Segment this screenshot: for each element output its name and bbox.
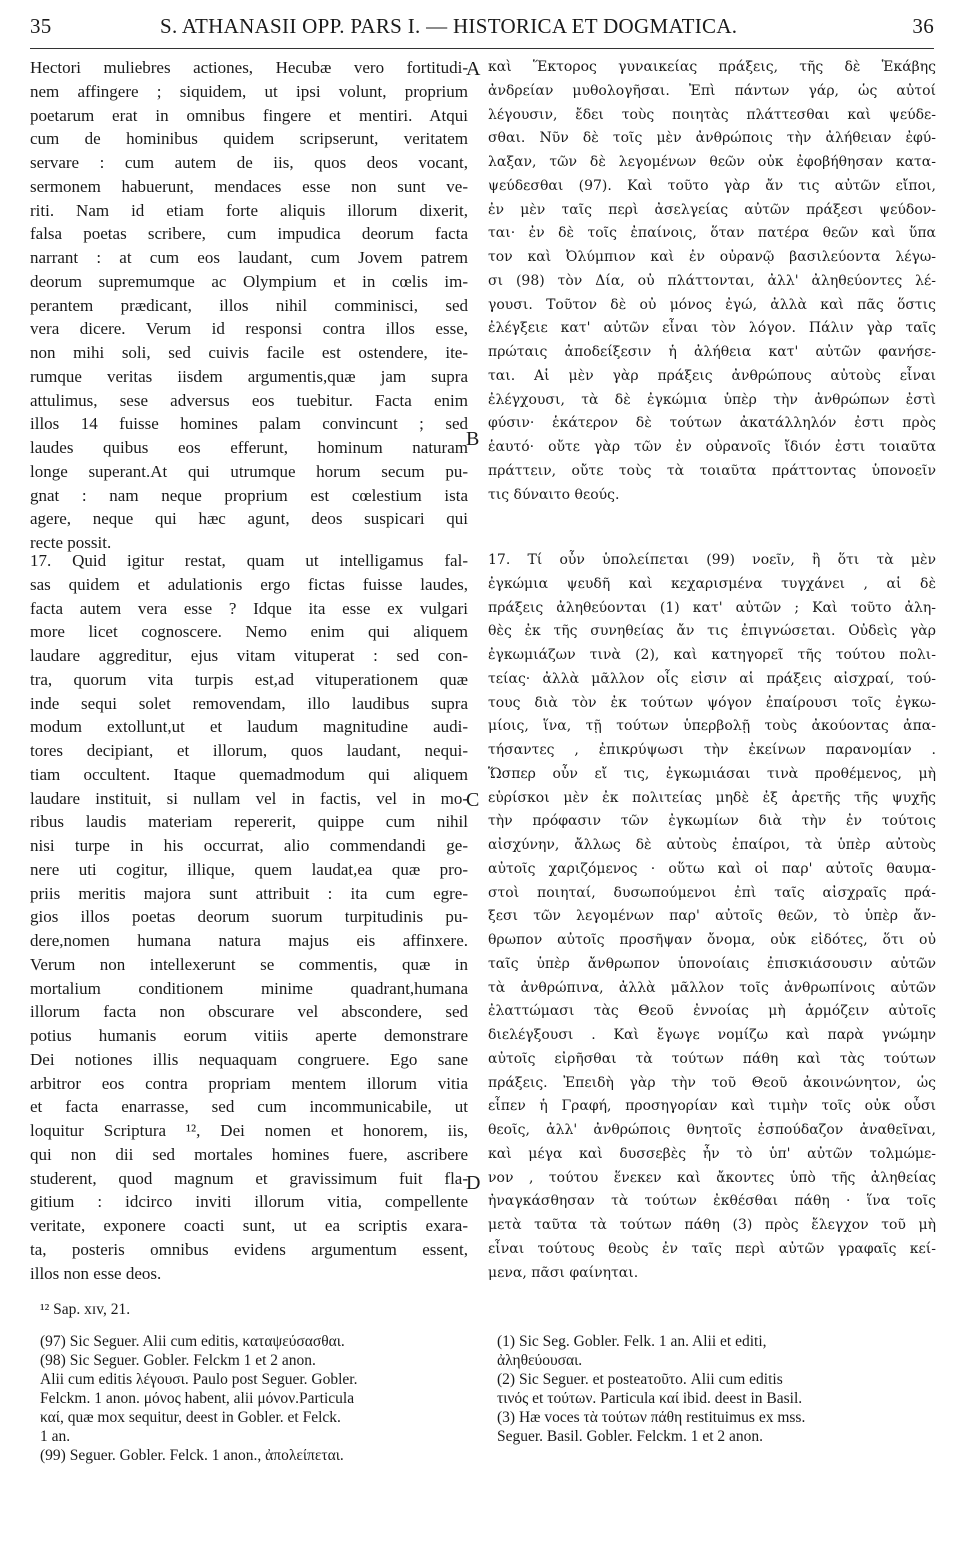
greek-text-line: θὲς ἐκ τῆς συνηθείας ἄν τις ἐπιγνώσεται. Οὐδεὶς γὰρ [488,623,936,640]
latin-text-line: attulimus, sese adversus eos tuebitur. Facta enim [30,390,468,410]
greek-text-line: πράξεις ἀληθεύονται (1) κατ' αὐτῶν ; Καὶ τοῦτο ἀλη- [488,599,936,616]
latin-text-line: non mihi soli, sed cuivis facile est ostendere, ite- [30,343,468,362]
latin-text-line: laudare instituit, si nullam vel in factis, vel in mo- [30,788,468,808]
header-rule [30,48,934,49]
latin-text-line: sas quidem et adulationis ergo fictas fuisse laudes, [30,574,468,594]
greek-text-line: μετὰ ταῦτα τὰ τούτων πάθη (3) πρὸς ἔλεγχον τοῦ μὴ [488,1217,936,1233]
latin-text-line: mortalium conditionem minime quadrant,humana [30,978,468,998]
latin-text-line: sermonem habuerunt, mendaces esse non sunt ve- [30,176,468,196]
latin-text-line: cum de hominibus quidem scripserunt, veritatem [30,129,468,149]
greek-column-part-2 [488,549,936,1285]
greek-text-line: αὐτοῖς χαριζόμενος · οὕτω καὶ οἱ παρ' αὐτοῖς θαυμα- [488,860,936,877]
running-header [30,8,934,42]
greek-text-line: τήσαντες , ἐπικρύψωσι τὴν ἐκείνων παρανομίαν . [488,742,936,758]
latin-text-line: riti. Nam id etiam forte aliquis illorum dixerit, [30,200,468,220]
latin-text-line: Dei notiones illis nequaquam congruere. Ego sane [30,1049,468,1069]
greek-text-line: εὑρίσκοι μὲν ἐκ πολιτείας μηδὲ ἐξ ἀρετῆς τῆς ψυχῆς [488,789,936,806]
greek-text-line: ἠναγκάσθησαν τὰ τούτων ἐκθέσθαι πάθη · ἵνα τοῖς [488,1193,936,1210]
margin-marker-c: C [466,789,480,811]
latin-text-line: ta, posteris omnibus evidens argumentum essent, [30,1239,468,1259]
footnote-line: ἀληθεύουσαι. [497,1352,583,1369]
page-number-left: 35 [30,14,52,38]
footnote-line: (1) Sic Seg. Gobler. Felk. 1 an. Alii et editi, [497,1333,767,1350]
latin-text-line: ribus laudis materiam repererit, quippe cum nihil [30,812,468,832]
latin-text-line: poetarum erat in omnibus fingere et mentiri. Atqui [30,105,468,125]
latin-text-line: Hectori muliebres actiones, Hecubæ vero fortitudi- [30,58,468,77]
latin-text-line: 17. Quid igitur restat, quam ut intelligamus fal- [30,551,468,570]
latin-text-line: modum extollunt,ut et laudum magnitudine audi- [30,717,468,737]
greek-text-line: καὶ μέγα καὶ δυσσεβὲς ἦν τὸ ὑπ' αὐτῶν τολμώμε- [488,1145,936,1162]
latin-text-line: falsa poetas scribere, cum impudica deorum facta [30,224,468,244]
margin-marker-a: A [466,58,481,80]
greek-text-line: εἶπεν ἡ Γραφή, προσηγορίαν καὶ τιμὴν τοῖς οὐκ οὖσι [488,1098,936,1115]
footnote-line: (2) Sic Seguer. et posteaτοῦτο. Alii cum editis [497,1371,783,1388]
greek-text-line: θρωπον αὐτοῖς προσῆψαν ὄνομα, οὐκ εἰδότες, ὅτι οὐ [488,932,936,948]
latin-text-line: priis meritis majora sunt attribuit : ita cum egre- [30,883,468,903]
latin-text-line: illorum facta non obscurare vel abscondere, sed [30,1002,468,1022]
latin-text-line: illos non esse deos. [30,1263,162,1283]
greek-text-line: σθαι. Νῦν δὲ τοῖς μὲν ἀνθρώποις τὴν ἀλήθειαν ἐφύ- [488,130,936,147]
greek-text-line: λέγουσιν, ἔδει τοὺς ποιητὰς πλάττεσθαι καὶ ψεύδε- [488,106,936,123]
greek-text-line: ταῖς ὑπὲρ ἄνθρωπον ὑπονοίαις ἐπισκιάσουσιν αὐτῶν [488,955,936,972]
greek-text-line: 17. Τί οὖν ὑπολείπεται (99) νοεῖν, ἢ ὅτι τὰ μὲν [488,552,936,568]
footnote-line: καί, quæ mox sequitur, deest in Gobler. et Felck. [40,1409,341,1426]
footnote-line: τινός et τούτων. Particula καί ibid. deest in Basil. [497,1390,803,1407]
greek-text-line: ἐλαττώμασι τὰς Θεοῦ ἐννοίας μὴ ἁρμόζειν αὐτοῖς [488,1003,936,1020]
footnote-line: (3) Hæ voces τὰ τούτων πάθη restituimus ex mss. [497,1409,806,1426]
latin-text-line: servare : cum autem de iis, quos deos vocant, [30,153,468,172]
greek-text-line: τείας· ἀλλὰ μᾶλλον οἷς εἰσιν αἱ πράξεις αἰσχραί, τού- [488,670,936,687]
latin-text-line: tores decipiant, et illorum, quos laudant, nequi- [30,741,468,760]
latin-text-line: facta autem vera esse ? Idque ita esse ex vulgari [30,598,468,618]
footnotes-right [497,1332,937,1446]
latin-text-line: et facta enarrasse, sed cum incommunicabile, ut [30,1097,468,1117]
greek-text-line: τις δύναιτο θεούς. [488,486,620,503]
greek-text-line: ται. Αἱ μὲν γὰρ πράξεις ἀνθρώπους αὐτοὺς εἶναι [488,367,936,384]
latin-text-line: gnat : nam neque proprium est cœlestium ista [30,485,468,505]
latin-text-line: recte possit. [30,533,112,552]
latin-text-line: arbitror eos contra propriam mentem illorum vitia [30,1073,468,1093]
latin-text-line: dere,nomen humana natura majus eis affinxere. [30,931,468,950]
greek-text-line: τὰ ἀνθρώπινα, ἀλλὰ μᾶλλον τοῖς ἀνθρωπίνοις αὐτῶν [488,979,936,996]
scripture-footnote [40,1300,130,1319]
greek-text-line: διελέγξουσι . Καὶ ἔγωγε νομίζω καὶ παρὰ γνώμην [488,1027,936,1043]
latin-text-line: more licet cognoscere. Nemo enim qui aliquem [30,622,468,642]
latin-text-line: deorum supremumque ac Olympium et in cœlis im- [30,271,468,291]
greek-text-line: καὶ Ἕκτορος γυναικείας πράξεις, τῆς δὲ Ἑκάβης [488,59,936,75]
greek-text-line: ἐγκωμιάζων τινὰ (2), καὶ κατηγορεῖ τῆς τούτου πολι- [488,647,936,663]
latin-text-line: narrant : at cum eos laudant, cum Jovem patrem [30,248,468,267]
margin-marker-b: B [466,428,480,450]
latin-column-part-2 [30,549,468,1285]
latin-text-line: gitium : idcirco inviti illorum vitia, compellente [30,1192,468,1212]
latin-text-line: laudare aggreditur, ejus vitam vituperat : sed con- [30,646,468,665]
greek-text-line: ἑαυτό· οὔτε γὰρ τῶν ἐν οὐρανοῖς ἴδιόν ἐστι τοιαῦτα [488,439,936,455]
greek-text-line: ἐγκώμια ψευδῆ καὶ κεχαρισμένα τυγχάνει , αἱ δὲ [488,575,936,592]
footnote-line: (99) Seguer. Gobler. Felck. 1 anon., ἀπολείπεται. [40,1447,344,1464]
greek-text-line: πρώταις ἀποδείξεσιν ἡ ἀλήθεια κατ' αὐτῶν φανήσε- [488,344,936,360]
footnote-line: (97) Sic Seguer. Alii cum editis, καταψεύσασθαι. [40,1333,345,1350]
greek-text-line: σι (98) τὸν Δία, οὐ πλάττονται, ἀλλ' ἀληθεύοντες λέ- [488,272,936,289]
greek-text-line: θεοῖς, ἀλλ' ἀνθρώποις θνητοῖς ἐσπούδαζον ἀναθεῖναι, [488,1122,936,1138]
greek-text-line: αὐτοῖς εἰρῆσθαι τὰ τούτων πάθη καὶ τὰς τούτων [488,1050,936,1067]
greek-text-line: ἐλέγχουσι, τὰ δὲ ἐγκώμια ὑπὲρ τὴν ἀνθρώπων ἐστὶ [488,391,936,408]
greek-text-line: γουσι. Τοῦτον δὲ οὐ μόνος ἐγώ, ἀλλὰ καὶ πᾶς ὅστις [488,296,936,313]
latin-text-line: veritate, exponere coacti sunt, ut ea scriptis exara- [30,1216,468,1235]
greek-text-line: ξεσι τῶν λεγομένων παρ' αὐτοῖς θεῶν, τὸ ὑπὲρ ἄν- [488,908,936,925]
latin-text-line: qui non dii sed mortales homines fuere, ascribere [30,1144,468,1164]
latin-text-line: nem affingere ; siquidem, ut ipsi volunt, proprium [30,81,468,101]
latin-text-line: longe superant.At qui utrumque horum secum pu- [30,461,468,481]
greek-text-line: πράττειν, οὔτε τοὺς τὰ τοιαῦτα πράττοντας ὑπονοεῖν [488,462,936,479]
latin-text-line: nere uti cogitur, illique, quem laudat,ea quæ pro- [30,859,468,879]
footnotes-left [40,1332,470,1465]
latin-text-line: inde sequi solet removendam, illo laudibus supra [30,693,468,713]
greek-text-line: εἶναι τούτους θεοὺς ἐν ταῖς περὶ αὐτῶν γραφαῖς κεί- [488,1240,936,1257]
footnote-line: Felckm. 1 anon. μόνος habent, alii μόνον.Particula [40,1390,355,1407]
latin-text-line: Verum non intellexerunt se commentis, quæ in [30,954,468,974]
footnote-line: Seguer. Basil. Gobler. Felckm. 1 et 2 anon. [497,1428,764,1445]
greek-text-line: λαξαν, τῶν δὲ λεγομένων θεῶν οὐκ ἐφοβήθησαν κατα- [488,154,936,170]
page-number-right: 36 [912,14,934,38]
latin-text-line: illos 14 fuisse homines palam convincunt ; sed [30,414,468,434]
latin-text-line: agere, neque qui hæc agunt, deos suspicari qui [30,509,468,529]
latin-column-part-1 [30,56,468,555]
footnote-line: 1 an. [40,1428,71,1445]
latin-text-line: vera dicere. Verum id responsi contra illos esse, [30,319,468,339]
greek-text-line: Ὥσπερ οὖν εἴ τις, ἐγκωμιάσαι τινὰ προθέμενος, μὴ [488,765,936,782]
footnote-line: Alii cum editis λέγουσι. Paulo post Seguer. Gobler. [40,1371,358,1388]
greek-text-line: πράξεις. Ἐπειδὴ γὰρ τὴν τοῦ Θεοῦ ἀκοινώνητον, ὡς [488,1074,936,1091]
latin-text-line: laudes quibus eos efferunt, hominum naturam [30,438,468,457]
greek-text-line: τους διὰ τὸν ἐκ τούτων ψόγον ἐπαίρουσι τοῖς ἐγκω- [488,694,936,711]
greek-text-line: αἰσχύνην, ἄλλως δὲ αὐτοὺς ἐπαίροι, τὰ ὑπὲρ αὐτοὺς [488,837,936,853]
latin-text-line: potius humanis eorum vitiis aperte demonstrare [30,1026,468,1045]
footnote-text: ¹² Sap. xɪv, 21. [40,1301,131,1318]
greek-text-line: στοὶ ποιηταί, δυσωπούμενοι ἐπὶ ταῖς αἰσχραῖς πρά- [488,884,936,901]
greek-text-line: ἐλέγξειε κατ' αὐτῶν εἶναι τὸν λόγον. Πάλιν γὰρ ταῖς [488,320,936,337]
greek-text-line: φύσιν· ἑκάτερον δὲ τούτων ἀκατάλληλόν ἐστι πρὸς [488,415,936,432]
greek-text-line: ψεύδεσθαι (97). Καὶ τοῦτο γὰρ ἄν τις αὐτῶν εἴποι, [488,177,936,194]
footnote-line: (98) Sic Seguer. Gobler. Felckm 1 et 2 anon. [40,1352,316,1369]
greek-text-line: τὴν πρόφασιν τῶν ἐγκωμίων διὰ τὴν ἐν τούτοις [488,813,936,830]
greek-column-part-1 [488,56,936,507]
greek-text-line: ἐν μὲν ταῖς περὶ ἀσελγείας αὐτῶν πράξεσι ψεύδον- [488,201,936,218]
latin-text-line: tiam occultent. Itaque quemadmodum qui aliquem [30,764,468,784]
latin-text-line: rumque veritas iisdem argumentis,quæ jam supra [30,366,468,386]
running-title: S. ATHANASII OPP. PARS I. — HISTORICA ET DOGMATICA. [160,14,738,38]
greek-text-line: νον , τούτου ἕνεκεν καὶ ἄκοντες ὑπὸ τῆς ἀληθείας [488,1169,936,1186]
greek-text-line: ἀνδρείαν μυθολογῆσαι. Ἐπὶ πάντων γάρ, ὡς αὐτοί [488,82,936,99]
latin-text-line: tra, quorum vita turpis est,ad vituperationem quæ [30,669,468,689]
greek-text-line: μίοις, ἵνα, τῇ τούτων ὑπερβολῇ τοὺς ἀκούοντας ἀπα- [488,718,936,735]
latin-text-line: gios illos poetas deorum suorum turpitudinis pu- [30,907,468,927]
greek-text-line: τον καὶ Ὀλύμπιον καὶ ἐν οὐρανῷ βασιλεύοντα λέγω- [488,249,936,265]
greek-text-line: μενα, πᾶσι φαίνηται. [488,1264,639,1281]
margin-marker-d: D [466,1172,481,1194]
latin-text-line: loquitur Scriptura ¹², Dei nomen et honorem, iis, [30,1121,468,1140]
latin-text-line: perantem prædicant, illos nihil comminisci, sed [30,295,468,315]
latin-text-line: nisi turpe in his occurrat, alio commendandi ge- [30,836,468,855]
greek-text-line: ται· ἐν δὲ τοῖς ἐπαίνοις, ὅταν πατέρα θεῶν καὶ ὕπα [488,225,936,242]
latin-text-line: studerent, quod magnum et gravissimum fuit fla- [30,1168,468,1188]
